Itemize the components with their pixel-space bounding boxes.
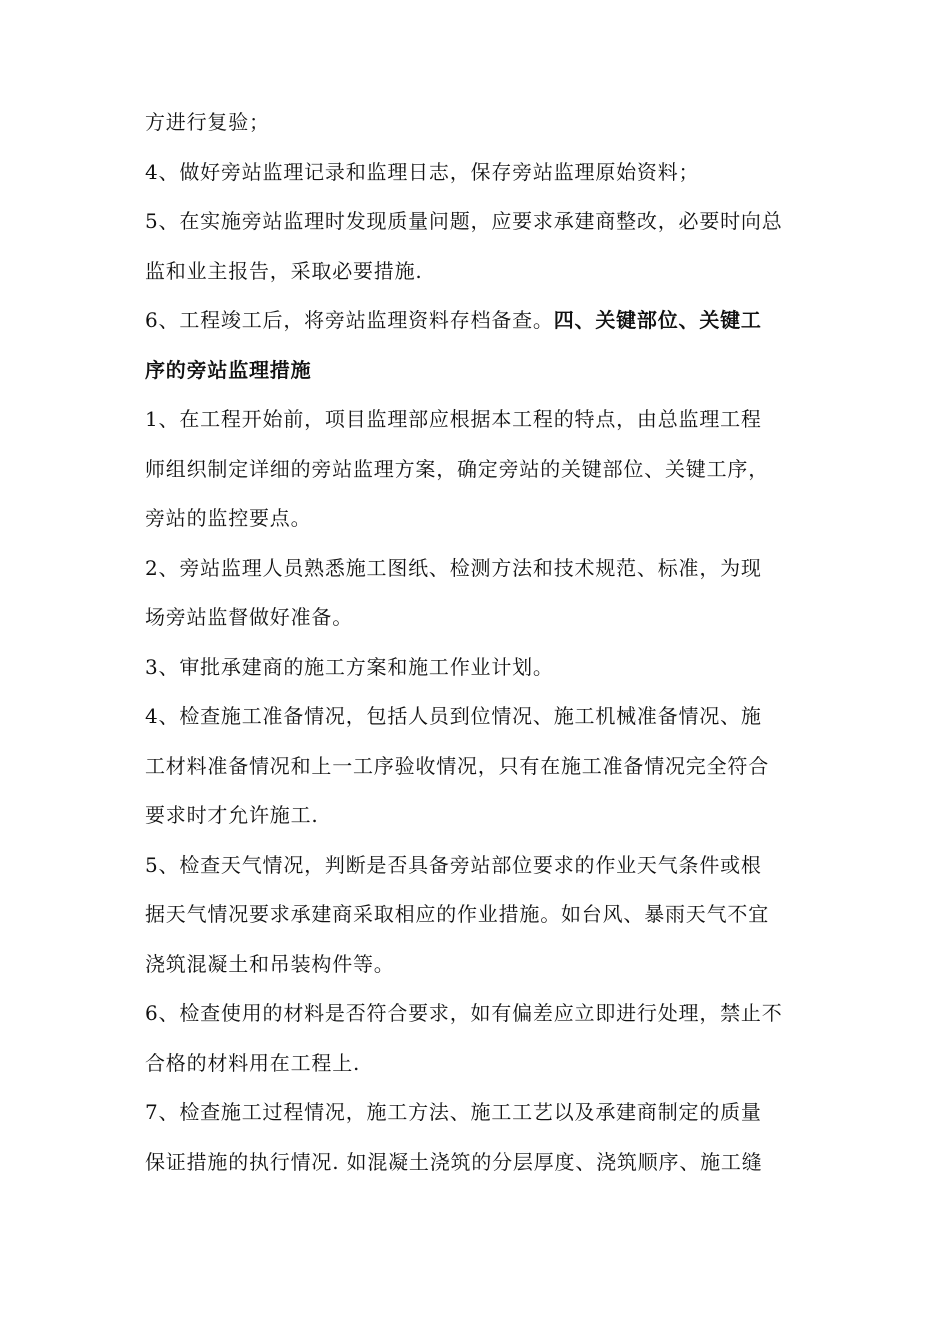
text-line: 工材料准备情况和上一工序验收情况，只有在施工准备情况完全符合 xyxy=(145,753,769,778)
paragraph-item-4 xyxy=(145,148,810,198)
paragraph-measure-3 xyxy=(145,643,810,693)
text-line: 浇筑混凝土和吊装构件等。 xyxy=(145,951,395,976)
text-line: 监和业主报告，采取必要措施. xyxy=(145,258,423,283)
paragraph-measure-2 xyxy=(145,544,810,643)
paragraph-measure-1 xyxy=(145,395,810,544)
paragraph-measure-6 xyxy=(145,989,810,1088)
paragraph-item-6 xyxy=(145,296,810,395)
text-line: 7、检查施工过程情况，施工方法、施工工艺以及承建商制定的质量 xyxy=(145,1100,762,1124)
text-line: 合格的材料用在工程上. xyxy=(145,1050,361,1075)
section-heading: 四、关键部位、关键工 xyxy=(553,308,762,332)
text-line: 2、旁站监理人员熟悉施工图纸、检测方法和技术规范、标准，为现 xyxy=(145,555,762,580)
text-line: 3、审批承建商的施工方案和施工作业计划。 xyxy=(145,654,554,679)
paragraph-continuation xyxy=(145,98,810,148)
text-line: 方进行复验； xyxy=(145,110,270,134)
text-line: 5、检查天气情况，判断是否具备旁站部位要求的作业天气条件或根 xyxy=(145,852,762,877)
text-line: 6、检查使用的材料是否符合要求，如有偏差应立即进行处理，禁止不 xyxy=(145,1001,783,1025)
text-line: 场旁站监督做好准备。 xyxy=(145,605,353,629)
text-line-with-heading xyxy=(145,296,810,346)
document-page xyxy=(145,98,810,1187)
text-line: 师组织制定详细的旁站监理方案，确定旁站的关键部位、关键工序， xyxy=(145,456,769,481)
text-line: 保证措施的执行情况. 如混凝土浇筑的分层厚度、浇筑顺序、施工缝 xyxy=(145,1149,763,1174)
text-line: 1、在工程开始前，项目监理部应根据本工程的特点，由总监理工程 xyxy=(145,407,762,431)
text-span: 6、工程竣工后，将旁站监理资料存档备查。 xyxy=(145,308,554,332)
section-heading-continued: 序的旁站监理措施 xyxy=(145,357,312,382)
text-line: 据天气情况要求承建商采取相应的作业措施。如台风、暴雨天气不宜 xyxy=(145,902,769,926)
paragraph-measure-5 xyxy=(145,841,810,990)
text-line: 4、检查施工准备情况，包括人员到位情况、施工机械准备情况、施 xyxy=(145,704,762,728)
paragraph-measure-4 xyxy=(145,692,810,841)
paragraph-measure-7 xyxy=(145,1088,810,1187)
text-line: 旁站的监控要点。 xyxy=(145,506,312,530)
text-line: 5、在实施旁站监理时发现质量问题，应要求承建商整改，必要时向总 xyxy=(145,209,783,233)
text-line: 要求时才允许施工. xyxy=(145,803,319,827)
paragraph-item-5 xyxy=(145,197,810,296)
text-line: 4、做好旁站监理记录和监理日志，保存旁站监理原始资料； xyxy=(145,159,700,184)
